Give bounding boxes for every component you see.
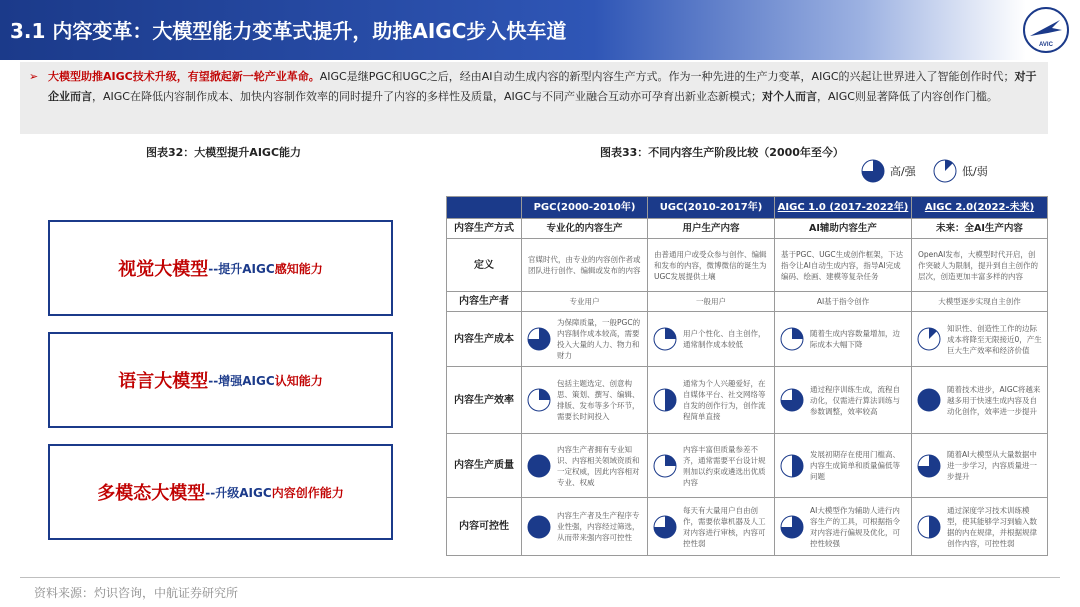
header-blank <box>447 197 522 219</box>
box-key: 内容创作能力 <box>271 485 344 500</box>
logo-text: AVIC <box>1039 42 1053 48</box>
cell-text: 知识性、创造性工作的边际成本将降至无限接近0，产生巨大生产效率和经济价值 <box>947 323 1042 355</box>
summary-lead: 大模型助推AIGC技术升级，有望掀起新一轮产业革命。 <box>48 70 320 83</box>
level-pie-icon <box>526 326 552 352</box>
table-cell <box>912 498 1048 556</box>
table-row <box>447 219 1048 239</box>
cell-text: 内容丰富但质量参差不齐，通常需要平台设计规则加以约束或遴选出优质内容 <box>683 444 766 487</box>
row-label: 内容可控性 <box>447 498 522 556</box>
table-cell <box>522 367 648 434</box>
summary-body-2: ，AIGC在降低内容制作成本、加快内容制作效率的同时提升了内容的多样性及质量，AIGC与不同产业融合互动亦可孕育出新业态新模式； <box>92 90 762 103</box>
level-pie-icon <box>526 514 552 540</box>
pie-full-icon <box>860 158 886 184</box>
table-cell <box>522 434 648 498</box>
cell-text: 随着AI大模型从大量数据中进一步学习，内容质量进一步提升 <box>947 450 1037 481</box>
box-title: 多模态大模型 <box>97 483 206 504</box>
legend-high <box>860 158 916 184</box>
summary-text <box>48 67 1042 107</box>
summary-body-3: ，AIGC则显著降低了内容创作门槛。 <box>816 90 998 103</box>
table-cell: OpenAI发布，大模型时代开启，创作突破人为限制，提升到自主创作的层次，创造更加丰富多样的内容 <box>912 239 1048 292</box>
row-label: 定义 <box>447 239 522 292</box>
pie-low-icon <box>932 158 958 184</box>
cell-text: 每天有大量用户自由创作，需要依靠机器及人工对内容进行审核，内容可控性弱 <box>683 505 766 548</box>
table-row <box>447 312 1048 367</box>
table-cell <box>648 312 775 367</box>
vision-model-box <box>48 220 393 316</box>
box-sep: -- <box>208 373 219 388</box>
level-pie-icon <box>652 453 678 479</box>
table-cell: AI基于指令创作 <box>775 292 912 312</box>
table-header-row <box>447 197 1048 219</box>
level-pie-icon <box>526 387 552 413</box>
legend-low <box>932 158 988 184</box>
cell-text: 通过深度学习技术训练模型，使其能够学习到输入数据的内在规律，并根据规律创作内容，可控性弱 <box>947 505 1037 548</box>
table-cell <box>912 434 1048 498</box>
table-cell: 官媒时代，由专业的内容创作者或团队进行创作、编辑或发布的内容 <box>522 239 648 292</box>
comparison-table <box>446 196 1048 556</box>
table-cell: 基于PGC、UGC生成创作框架，下达指令让AI自动生成内容，指导AI完成编码、绘画、建模等复杂任务 <box>775 239 912 292</box>
table-cell <box>648 367 775 434</box>
table-cell: 一般用户 <box>648 292 775 312</box>
footer-divider <box>20 577 1060 578</box>
box-sep: -- <box>208 261 219 276</box>
level-pie-icon <box>916 514 942 540</box>
cell-text: 随着技术进步，AIGC将越来越多用于快速生成内容及自动化创作，效率进一步提升 <box>947 384 1041 416</box>
metric-rows <box>447 312 1048 556</box>
table-cell <box>912 367 1048 434</box>
language-model-box <box>48 332 393 428</box>
legend-high-label: 高/强 <box>890 165 916 178</box>
level-pie-icon <box>652 387 678 413</box>
row-label: 内容生产方式 <box>447 219 522 239</box>
table-cell <box>912 312 1048 367</box>
header-banner <box>0 0 1080 60</box>
row-label: 内容生产效率 <box>447 367 522 434</box>
figure33-title: 图表33：不同内容生产阶段比较（2000年至今） <box>600 146 844 159</box>
legend-low-label: 低/弱 <box>962 165 988 178</box>
level-pie-icon <box>652 326 678 352</box>
box-key: 感知能力 <box>274 261 323 276</box>
table-row <box>447 367 1048 434</box>
cell-text: 包括主题选定、创意构思、策划、撰写、编辑、排版、发布等多个环节，需要长时间投入 <box>557 379 640 421</box>
box-title: 语言大模型 <box>118 371 209 392</box>
level-pie-icon <box>916 453 942 479</box>
summary-box <box>20 62 1048 134</box>
cell-text: 随着生成内容数量增加，边际成本大幅下降 <box>810 329 900 349</box>
level-pie-icon <box>526 453 552 479</box>
summary-individual: 对个人而言 <box>761 90 817 103</box>
box-title: 视觉大模型 <box>118 259 209 280</box>
table-row <box>447 292 1048 312</box>
table-cell: 专业用户 <box>522 292 648 312</box>
table-cell <box>648 434 775 498</box>
box-sep: -- <box>205 485 216 500</box>
box-pre: 提升AIGC <box>218 261 275 276</box>
level-pie-icon <box>916 387 942 413</box>
table-row <box>447 498 1048 556</box>
multimodal-model-box <box>48 444 393 540</box>
box-key: 认知能力 <box>274 373 323 388</box>
row-label: 内容生产质量 <box>447 434 522 498</box>
table-cell: 大模型逐步实现自主创作 <box>912 292 1048 312</box>
table-cell: 由普通用户或受众参与创作、编辑和发布的内容，微博微信的诞生为UGC发展提供土壤 <box>648 239 775 292</box>
cell-text: 发展初期存在使用门槛高、内容生成简单和质量偏低等问题 <box>810 450 900 481</box>
header-pgc: PGC(2000-2010年) <box>522 197 648 219</box>
cell-text: 内容生产者拥有专业知识、内容相关领域资质和一定权威，因此内容相对专业、权威 <box>557 444 640 487</box>
table-cell <box>775 434 912 498</box>
box-pre: 增强AIGC <box>218 373 275 388</box>
cell-text: 通过程序训练生成，流程自动化，仅需进行算法训练与参数调整，效率较高 <box>810 384 900 416</box>
summary-enterprise: 对于企业而言 <box>48 70 1037 103</box>
level-pie-icon <box>652 514 678 540</box>
table-cell <box>775 367 912 434</box>
table-cell <box>775 312 912 367</box>
header-aigc1: AIGC 1.0 (2017-2022年) <box>775 197 912 219</box>
level-pie-icon <box>779 514 805 540</box>
table-cell: 未来：全AI生产内容 <box>912 219 1048 239</box>
cell-text: AI大模型作为辅助人进行内容生产的工具，可根据指令对内容进行偏规及优化，可控性较强 <box>810 505 900 548</box>
table-cell <box>775 498 912 556</box>
table-cell: AI辅助内容生产 <box>775 219 912 239</box>
cell-text: 用户个性化、自主创作，通常制作成本较低 <box>683 329 766 349</box>
box-pre: 升级AIGC <box>215 485 272 500</box>
source-note: 资料来源：灼识咨询，中航证券研究所 <box>34 586 239 600</box>
summary-body-1: AIGC是继PGC和UGC之后，经由AI自动生成内容的新型内容生产方式。作为一种先进的生产力变革，AIGC的兴起让世界进入了智能创作时代； <box>319 70 1015 83</box>
bullet-arrow-icon: ➢ <box>29 70 39 83</box>
slide-title: 3.1 内容变革：大模型能力变革式提升，助推AIGC步入快车道 <box>10 19 567 43</box>
header-ugc: UGC(2010-2017年) <box>648 197 775 219</box>
table-cell <box>522 312 648 367</box>
cell-text: 为保障质量，一般PGC的内容制作成本较高，需要投入大量的人力、物力和财力 <box>557 318 641 360</box>
row-label: 内容生产成本 <box>447 312 522 367</box>
table-cell <box>522 498 648 556</box>
table-cell: 用户生产内容 <box>648 219 775 239</box>
avic-logo-icon <box>1022 6 1070 54</box>
table-row <box>447 239 1048 292</box>
table-cell: 专业化的内容生产 <box>522 219 648 239</box>
row-label: 内容生产者 <box>447 292 522 312</box>
level-pie-icon <box>779 326 805 352</box>
figure32-title: 图表32：大模型提升AIGC能力 <box>146 146 302 159</box>
level-pie-icon <box>779 387 805 413</box>
cell-text: 内容生产者及生产程序专业性强，内容经过筛选，从而带来强内容可控性 <box>557 511 640 542</box>
level-pie-icon <box>916 326 942 352</box>
cell-text: 通常为个人兴趣爱好，在自媒体平台、社交网络等自发的创作行为，创作流程简单直接 <box>683 379 766 421</box>
level-pie-icon <box>779 453 805 479</box>
table-row <box>447 434 1048 498</box>
table-cell <box>648 498 775 556</box>
header-aigc2: AIGC 2.0(2022-未来) <box>912 197 1048 219</box>
